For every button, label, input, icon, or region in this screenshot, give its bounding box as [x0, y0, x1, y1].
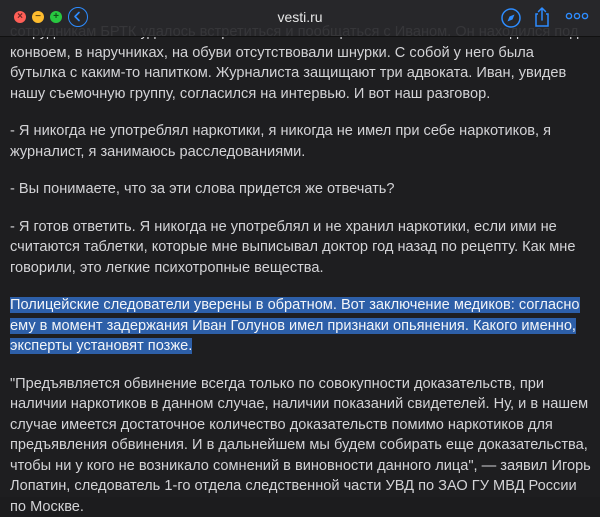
compass-icon[interactable]: [500, 7, 522, 29]
paragraph-intro-line: бутылка с каким-то напитком. Журналиста защищают три адвоката. Иван, увидев: [10, 65, 566, 81]
quote-answer-1: - Я никогда не употреблял наркотики, я никогда не имел при себе наркотиков, я журналист, я занимаюсь расследованиями.: [10, 121, 592, 162]
quote-question: - Вы понимаете, что за эти слова придется же отвечать?: [10, 179, 592, 200]
share-icon[interactable]: [532, 5, 552, 29]
more-icon[interactable]: [565, 10, 589, 22]
investigator-quote: "Предъявляется обвинение всегда только по совокупности доказательств, при наличии наркотиков в данном случае, наличии показаний свидетелей. Ну, и в нашем случае имеется достаточное количество доказательств помимо наркотиков для предъявления обвинения. И в дальнейшем мы будем собирать еще доказательства, чтобы ни у кого не возникало сомнений в виновности данного лица", — заявил Игорь Лопатин, следователь 1-го отдела следственной части УВД по ЗАО ГУ МВД России по Москве.: [10, 374, 592, 517]
paragraph-intro-line: нашу съемочную группу, согласился на интервью. И вот наш разговор.: [10, 86, 490, 102]
maximize-icon: +: [50, 11, 62, 23]
browser-toolbar: [0, 0, 600, 37]
quote-answer-2: - Я готов ответить. Я никогда не употреблял и не хранил наркотики, если ими не считаются таблетки, которые мне выписывал доктор год назад по рецепту. Как мне говорили, это легкие психотропные вещества.: [10, 217, 592, 279]
close-icon: ×: [14, 11, 26, 23]
minimize-icon: −: [32, 11, 44, 23]
article-body: [10, 22, 592, 517]
paragraph-intro-line: конвоем, в наручниках, на обуви отсутствовали шнурки. С собой у него была: [10, 45, 534, 61]
text-selection[interactable]: Полицейские следователи уверены в обратном. Вот заключение медиков: согласно ему в момент задержания Иван Голунов имел признаки опьянения. Какого именно, эксперты установят позже.: [10, 297, 580, 354]
address-bar[interactable]: vesti.ru: [0, 9, 600, 25]
selected-paragraph[interactable]: [10, 295, 592, 357]
